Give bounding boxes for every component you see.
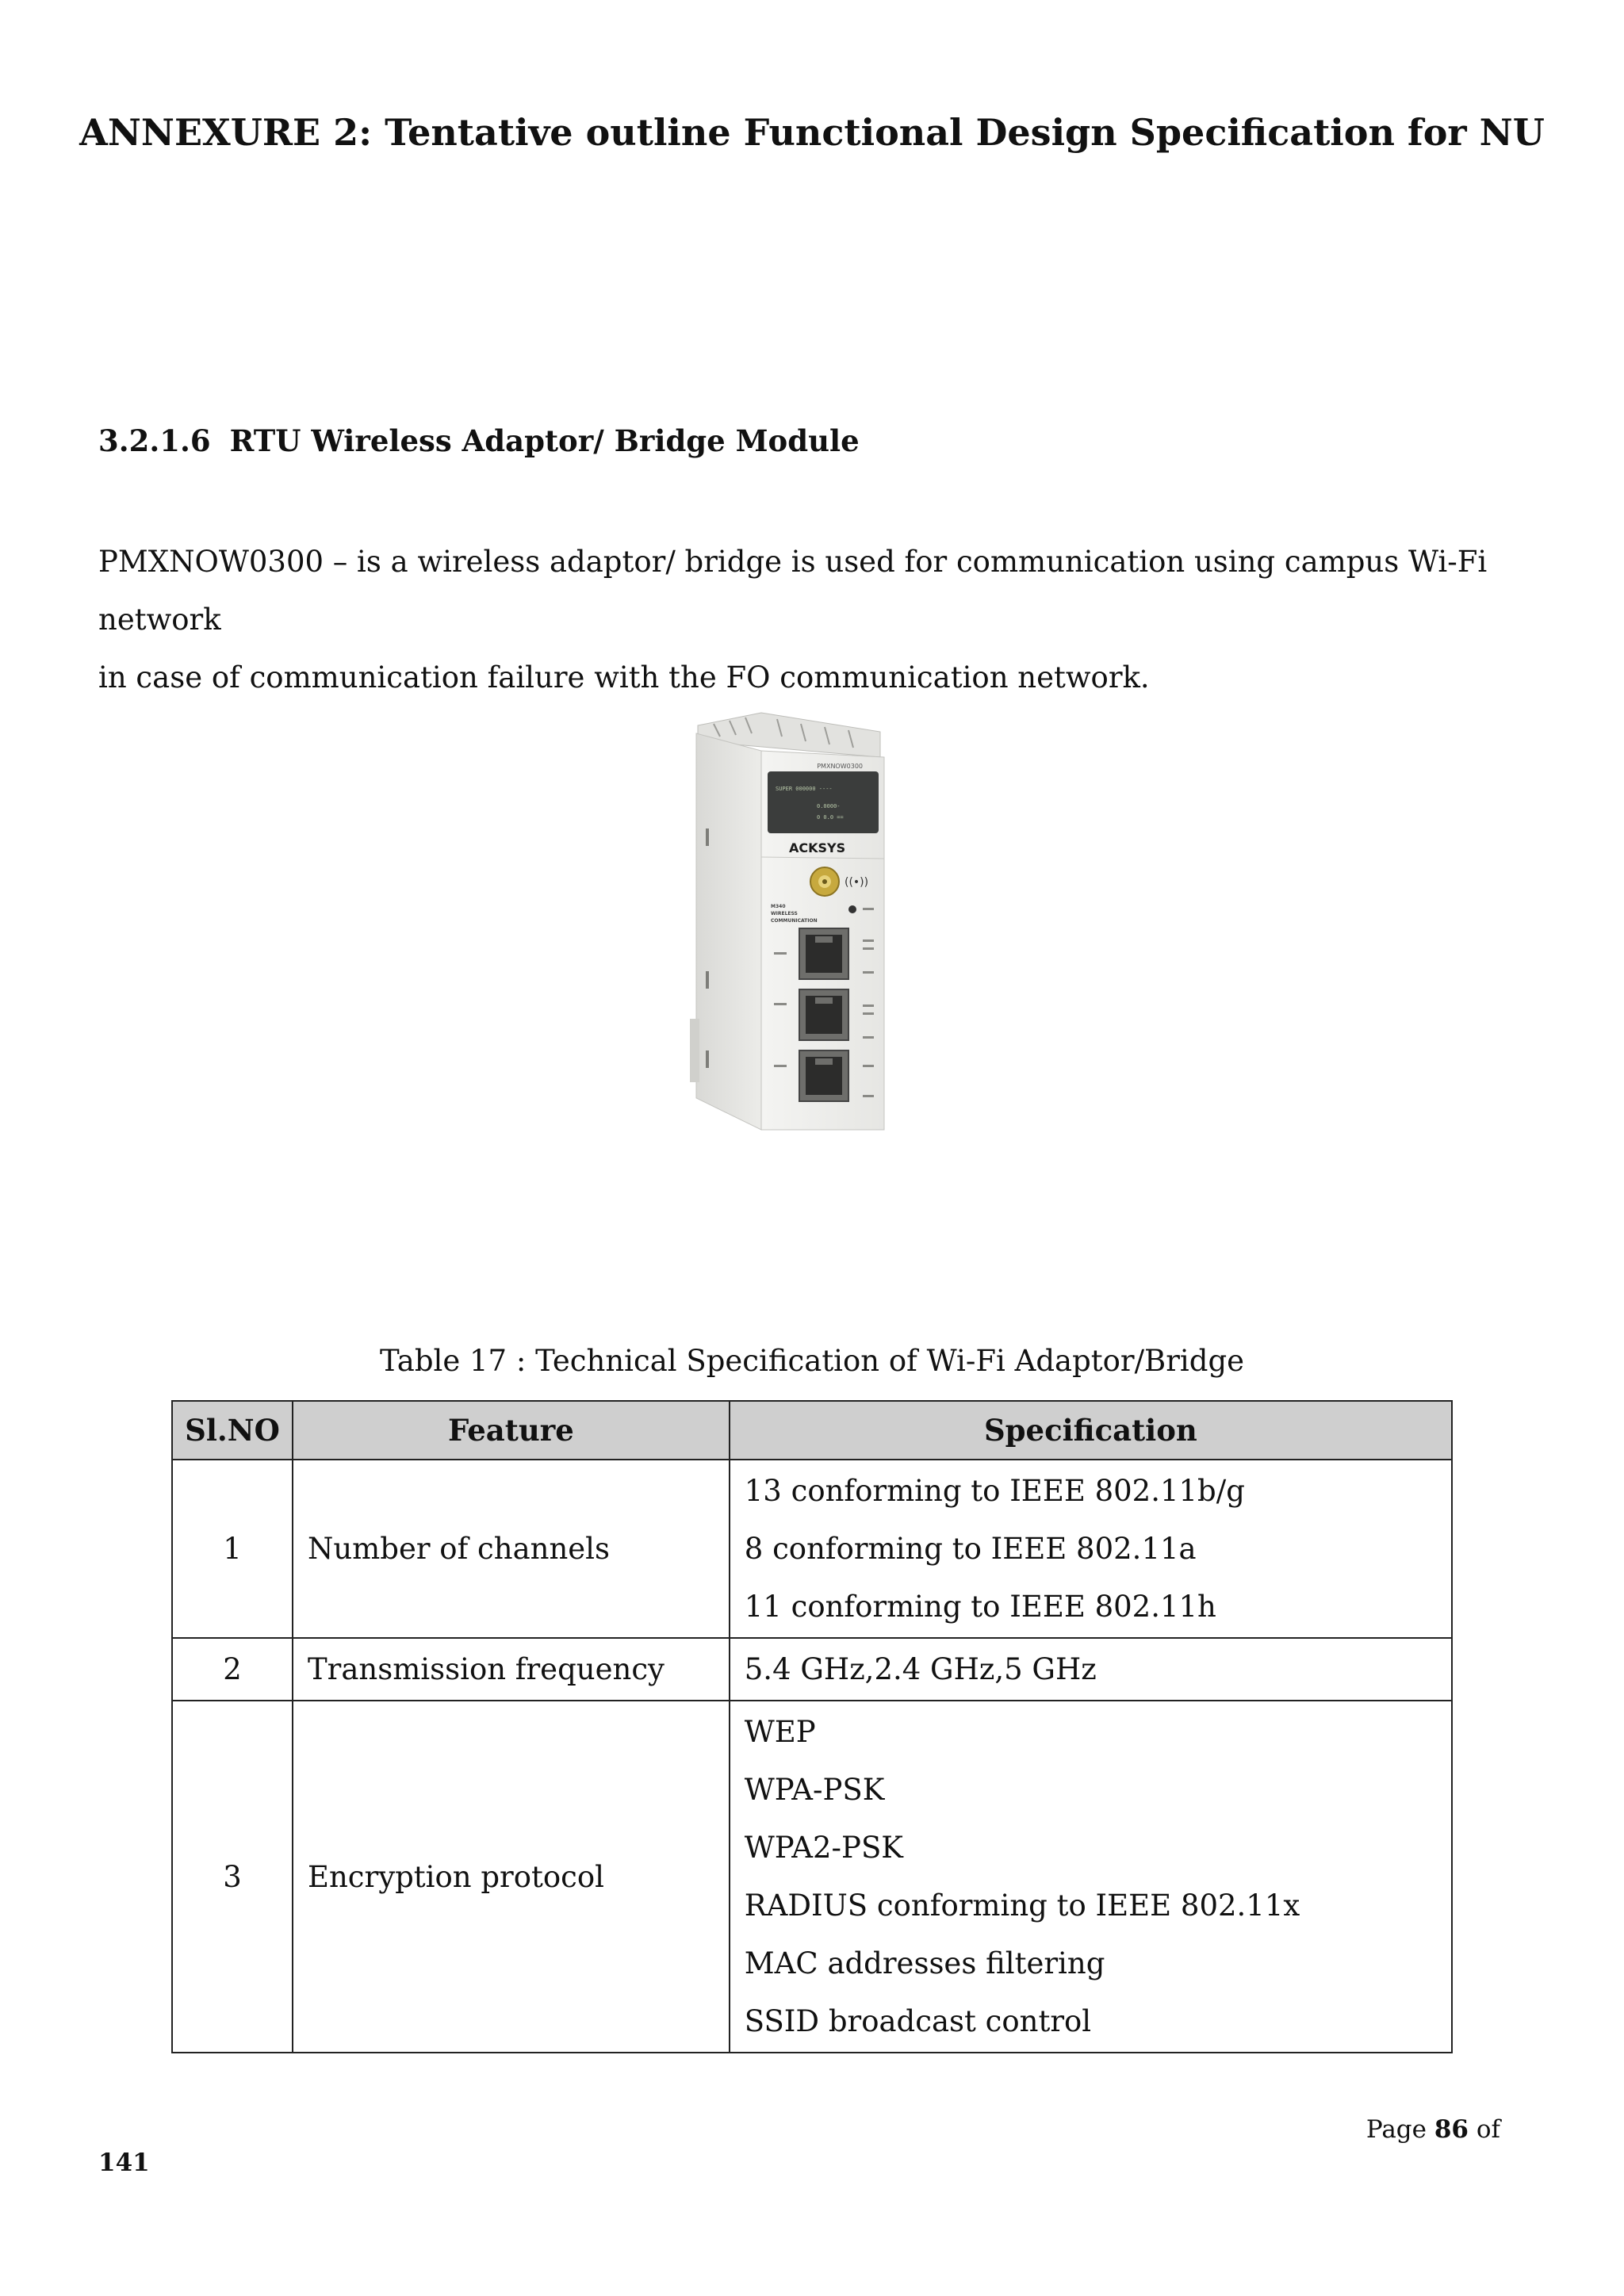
svg-text:((•)): ((•))	[845, 876, 869, 889]
spec-line: WPA-PSK	[744, 1773, 885, 1807]
wireless-adaptor-device-image	[682, 710, 896, 1134]
row-feature: Transmission frequency	[293, 1638, 730, 1701]
page-total: 141	[98, 2149, 150, 2177]
row-specification	[730, 1638, 1452, 1701]
spec-line: 8 conforming to IEEE 802.11a	[744, 1532, 1197, 1566]
device-module-text: COMMUNICATION	[771, 918, 818, 924]
header-feature: Feature	[293, 1401, 730, 1460]
table-header-row	[172, 1401, 1452, 1460]
row-specification	[730, 1701, 1452, 2053]
spec-line: WEP	[744, 1715, 816, 1749]
svg-text:0.0000-: 0.0000-	[817, 803, 841, 809]
spec-table	[171, 1400, 1453, 2053]
spec-line: RADIUS conforming to IEEE 802.11x	[744, 1888, 1300, 1923]
device-brand-label: ACKSYS	[789, 840, 846, 855]
annexure-title: ANNEXURE 2: Tentative outline Functional Design Specification for NU	[79, 111, 1545, 154]
spec-line: SSID broadcast control	[744, 2004, 1092, 2038]
table-row	[172, 1460, 1452, 1638]
row-number: 1	[172, 1460, 293, 1638]
intro-line: PMXNOW0300 – is a wireless adaptor/ bridge is used for communication using campus Wi-Fi network	[98, 545, 1488, 637]
row-specification	[730, 1460, 1452, 1638]
table-row	[172, 1638, 1452, 1701]
section-number: 3.2.1.6	[98, 423, 211, 458]
intro-paragraph	[98, 533, 1542, 706]
row-feature: Number of channels	[293, 1460, 730, 1638]
page-number-label	[1366, 2115, 1500, 2144]
row-feature: Encryption protocol	[293, 1701, 730, 2053]
spec-line: WPA2-PSK	[744, 1831, 903, 1865]
header-slno: Sl.NO	[172, 1401, 293, 1460]
svg-text:SUPER 000000 ----: SUPER 000000 ----	[776, 786, 833, 792]
row-number: 2	[172, 1638, 293, 1701]
spec-line: 11 conforming to IEEE 802.11h	[744, 1590, 1216, 1624]
page-number: 86	[1434, 2115, 1469, 2144]
row-number: 3	[172, 1701, 293, 2053]
table-caption: Table 17 : Technical Specification of Wi-Fi Adaptor/Bridge	[379, 1344, 1245, 1378]
spec-line: 5.4 GHz,2.4 GHz,5 GHz	[744, 1652, 1097, 1686]
spec-line: 13 conforming to IEEE 802.11b/g	[744, 1474, 1245, 1508]
page-prefix: Page	[1365, 2115, 1427, 2144]
page-of: of	[1476, 2115, 1500, 2144]
device-module-text: M340	[771, 904, 786, 909]
spec-line: MAC addresses filtering	[744, 1946, 1105, 1980]
table-row	[172, 1701, 1452, 2053]
section-title: RTU Wireless Adaptor/ Bridge Module	[229, 423, 860, 458]
device-figure	[682, 710, 896, 1134]
svg-text:0 0.0 ==: 0 0.0 ==	[817, 814, 844, 821]
device-model-label: PMXNOW0300	[817, 763, 863, 770]
section-heading	[98, 423, 860, 458]
device-module-text: WIRELESS	[771, 911, 798, 916]
intro-line: in case of communication failure with the FO communication network.	[98, 660, 1150, 695]
header-specification: Specification	[730, 1401, 1452, 1460]
